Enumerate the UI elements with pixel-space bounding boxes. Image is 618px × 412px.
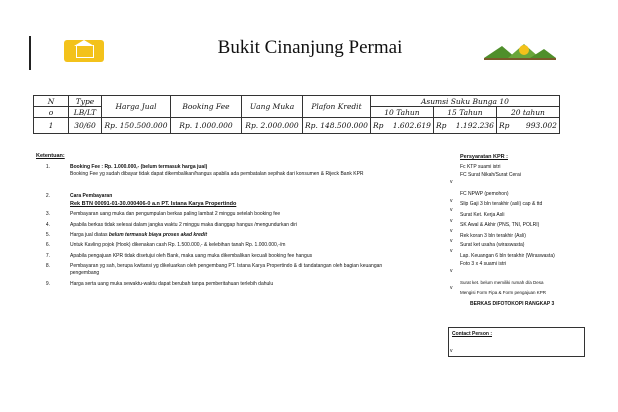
requirement-item: FC Surat Nikah/Surat Cerai [460,172,521,178]
cell-rp-10: Rp [370,118,385,134]
col-20-header: 20 tahun [496,107,559,118]
note-number: 6. [45,242,50,248]
note-line: Harga serta uang muka sewaktu-waktu dapat berubah tanpa pemberitahuan terlebih dahulu [70,281,274,287]
note-line: Booking Fee : Rp. 1.000.000,- (belum termasuk harga jual) [70,164,208,170]
check-icon: v [450,248,453,254]
housing-logo-icon [480,40,558,62]
check-icon: v [450,268,453,274]
document-title: Bukit Cinanjung Permai [217,37,403,58]
note-number: 5. [45,232,50,238]
note-line: Cara Pembayaran [70,193,113,199]
cell-harga: Rp. 150.500.000 [102,118,171,134]
check-icon: v [450,285,453,291]
col-10-header: 10 Tahun [370,107,433,118]
requirement-item: SK Awal & Akhir (PNS, TNI, POLRI) [460,222,540,228]
company-logo [64,40,104,64]
note-number: 8. [45,263,50,269]
col-um-header: Uang Muka [242,96,303,118]
check-icon: v [450,179,453,185]
cell-um: Rp. 2.000.000 [242,118,303,134]
col-plafon-header: Plafon Kredit [303,96,371,118]
note-number: 9. [45,281,50,287]
col-15-header: 15 Tahun [433,107,496,118]
cell-rp-20: Rp [496,118,511,134]
note-number: 2. [45,193,50,199]
col-lblt-header: LB/LT [69,107,102,118]
note-text: Harga jual diatas [70,232,109,238]
sheet-edge [29,36,31,70]
cell-plafon: Rp. 148.500.000 [303,118,371,134]
note-line: Untuk Kavling pojok (Hook) dikenakan cash Rp. 1.500.000,- & kelebihan tanah Rp. 1.000.000,-/m [70,242,286,248]
requirement-item: Surat ket usaha (wiraswasta) [460,242,525,248]
note-line: Pembayaran yg sah, berupa kwitansi yg dikeluarkan oleh pengembang PT. Istana Karya Propertindo & di tandatangan oleh bagian keuangan [70,263,383,269]
note-line: pengembang [70,270,100,276]
price-table [33,95,560,134]
note-number: 1. [45,164,50,170]
check-icon: v [450,207,453,213]
note-emphasis: belum termasuk biaya proses akad kredit [108,232,208,238]
col-booking-header: Booking Fee [171,96,242,118]
check-icon: v [450,228,453,234]
col-harga-header: Harga Jual [102,96,171,118]
col-no-header: N [34,96,69,107]
requirement-item: Surat ket. belum memiliki rumah d/a Desa [460,280,544,285]
cell-15: 1.192.236 [448,118,496,134]
cell-rp-15: Rp [433,118,448,134]
cell-no: 1 [34,118,69,134]
requirement-item: Rek koran 3 bln terakhir (Asli) [460,233,526,239]
note-line: Pembayaran uang muka dan pengumpulan berkas paling lambat 2 minggu setelah booking fee [70,211,281,217]
cell-10: 1.602.619 [385,118,433,134]
col-no-header-2: o [34,107,69,118]
note-line: Apabila berkas tidak selesai dalam jangka waktu 2 minggu maka dianggap hangus /mengundurkan diri [70,222,298,228]
requirement-item: Slip Gaji 3 bln terakhir (asli) cap & ttd [460,201,543,207]
check-icon: v [450,198,453,204]
bank-account: Rek BTN 00091-01-30.000406-0 a.n PT. Istana Karya Propertindo [70,201,237,207]
note-line: Apabila pengajuan KPR tidak disetujui oleh Bank, maka uang muka dikembalikan kecuali booking fee hangus [70,253,313,259]
requirement-item: Mengisi Form Fipa & Form pengajuan KPR [460,290,547,295]
contact-label: Contact Person : [452,331,493,337]
notes-heading: Ketentuan: [36,153,65,159]
cell-20: 993.002 [511,118,559,134]
note-number: 3. [45,211,50,217]
col-asumsi-header: Asumsi Suku Bunga 10 [370,96,559,107]
note-line [70,232,207,238]
requirements-heading: Persyaratan KPR : [460,154,508,160]
requirement-item: Fc KTP suami istri [460,164,501,170]
requirement-item: FC NPWP (pemohon) [460,191,509,197]
cell-booking: Rp. 1.000.000 [171,118,242,134]
requirement-item: Lap. Keuangan 6 bln terakhir (Wiraswasta) [460,253,555,259]
note-line: Booking Fee yg sudah dibayar tidak dapat dikembalikan/hangus apabila ada pembatalan sepihak dari konsumen & Rijeck Bank KPR [70,171,364,177]
note-number: 7. [45,253,50,259]
check-icon: v [450,218,453,224]
requirement-item: Foto 3 x 4 suami istri [460,261,507,267]
col-type-header: Type [69,96,102,107]
note-number: 4. [45,222,50,228]
requirement-item: Surat Ket. Kerja Asli [460,212,505,218]
check-icon: v [450,348,453,354]
contact-box [448,327,585,357]
berkas-note: BERKAS DIFOTOKOPI RANGKAP 3 [470,301,555,307]
cell-type: 30/60 [69,118,102,134]
check-icon: v [450,238,453,244]
